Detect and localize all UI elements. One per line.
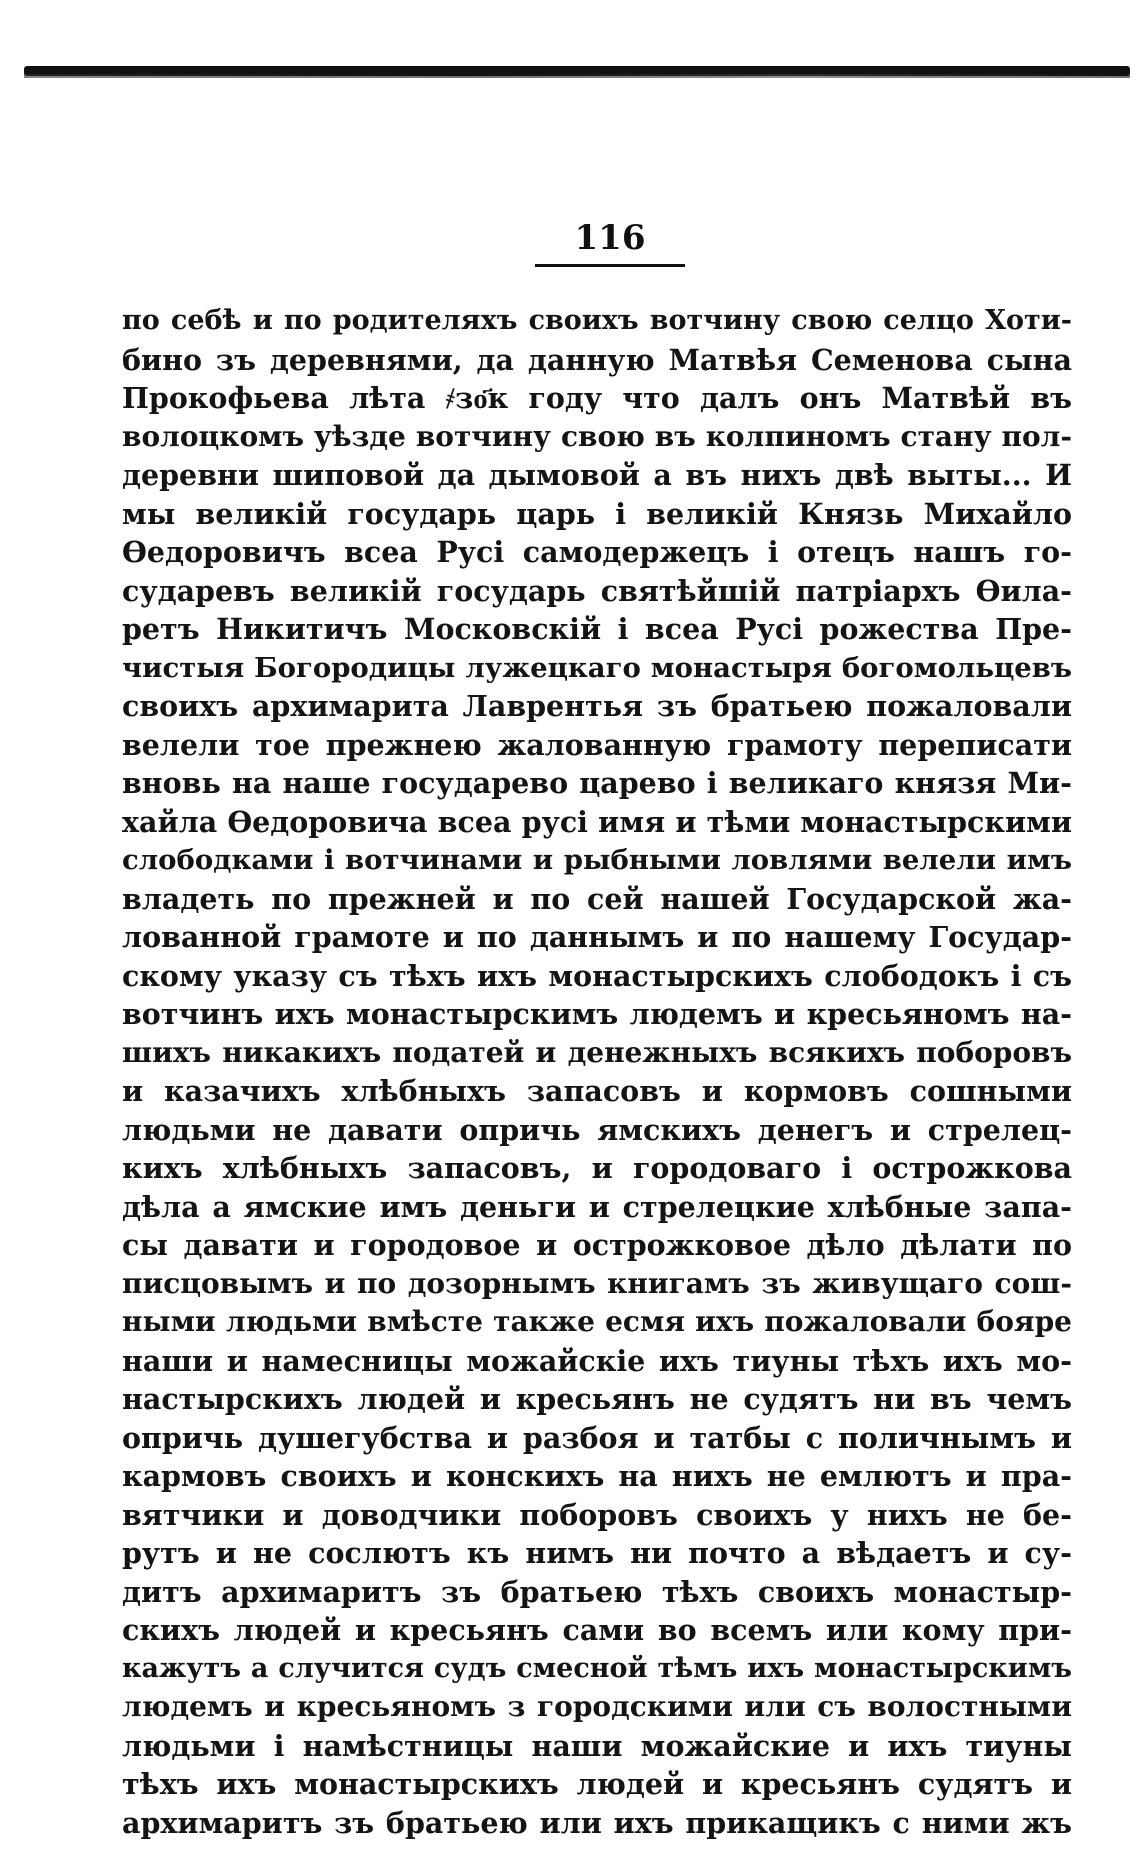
text-line: лованной грамоте и по даннымъ и по нашему Государ- xyxy=(122,920,1072,954)
text-line: наши и намесницы можайскіе ихъ тиуны тѣхъ ихъ мо- xyxy=(122,1343,1072,1378)
text-line: Прокофьева лѣта ҂зо҃к году что далъ онъ Матвѣй въ xyxy=(122,381,1072,415)
text-line: ными людьми вмѣсте также есмя ихъ пожаловали бояре xyxy=(122,1305,1072,1338)
top-rule-ink xyxy=(24,74,1130,78)
text-line: велели тое прежнею жалованную грамоту переписати xyxy=(122,727,1072,762)
text-line: кихъ хлѣбныхъ запасовъ, и городоваго і острожкова xyxy=(122,1151,1072,1185)
text-line: тѣхъ ихъ монастырскихъ людей и кресьянъ судятъ и xyxy=(122,1767,1072,1801)
text-line: шихъ никакихъ податей и денежныхъ всякихъ поборовъ xyxy=(122,1035,1072,1069)
text-line: людемъ и кресьяномъ з городскими или съ волостными xyxy=(122,1690,1072,1723)
text-line: рутъ и не сослютъ къ нимъ ни почто а вѣдаетъ и су- xyxy=(122,1536,1072,1570)
text-line: сударевъ великій государь святѣйшій патріархъ Ѳила- xyxy=(122,573,1072,608)
text-line: кармовъ своихъ и конскихъ на нихъ не емлютъ и пра- xyxy=(122,1459,1072,1493)
text-line: писцовымъ и по дозорнымъ книгамъ зъ живущаго сош- xyxy=(122,1266,1072,1300)
text-line: скихъ людей и кресьянъ сами во всемъ или кому при- xyxy=(122,1613,1072,1647)
text-line: вотчинъ ихъ монастырскимъ людемъ и кресьяномъ на- xyxy=(122,997,1072,1031)
text-line: вятчики и доводчики поборовъ своихъ у нихъ не бе- xyxy=(122,1497,1072,1532)
text-line: мы великій государь царь і великій Князь Михайло xyxy=(122,496,1072,531)
text-line: скому указу съ тѣхъ ихъ монастырскихъ слободокъ і съ xyxy=(122,958,1072,993)
text-line: людьми не давати опричь ямскихъ денегъ и стрелец- xyxy=(122,1112,1072,1147)
text-line: дѣла а ямские имъ деньги и стрелецкие хлѣбные запа- xyxy=(122,1189,1072,1224)
text-line: своихъ архимарита Лаврентья зъ братьею пожаловали xyxy=(122,689,1072,723)
text-line: сы давати и городовое и острожковое дѣло дѣлати по xyxy=(122,1228,1072,1262)
text-line: дитъ архимаритъ зъ братьею тѣхъ своихъ монастыр- xyxy=(122,1574,1072,1609)
text-line: и казачихъ хлѣбныхъ запасовъ и кормовъ сошными xyxy=(122,1074,1072,1108)
text-line: деревни шиповой да дымовой а въ нихъ двѣ выты... И xyxy=(122,458,1072,492)
text-line: по себѣ и по родителяхъ своихъ вотчину свою селцо Хоти- xyxy=(122,305,1072,336)
text-line: бино зъ деревнями, да данную Матвѣя Семенова сына xyxy=(122,342,1072,377)
text-line: опричь душегубства и разбоя и татбы с поличнымъ и xyxy=(122,1420,1072,1455)
text-line: владеть по прежней и по сей нашей Государской жа- xyxy=(122,881,1072,916)
text-line: хайла Ѳедоровича всеа русі имя и тѣми монастырскими xyxy=(122,804,1072,839)
page-number: 116 xyxy=(574,218,646,258)
text-line: Ѳедоровичъ всеа Русі самодержецъ і отецъ нашъ го- xyxy=(122,535,1072,569)
text-line: настырскихъ людей и кресьянъ не судятъ ни въ чемъ xyxy=(122,1382,1072,1416)
text-line: чистыя Богородицы лужецкаго монастыря богомольцевъ xyxy=(122,651,1072,684)
text-line: волоцкомъ уѣзде вотчину свою въ колпиномъ стану пол- xyxy=(122,419,1072,453)
body-text xyxy=(122,302,1072,1842)
text-line: кажутъ а случится судъ смесной тѣмъ ихъ монастырскимъ xyxy=(122,1652,1072,1684)
text-line: слободками і вотчинами и рыбными ловлями велели имъ xyxy=(122,844,1072,876)
text-line: ретъ Никитичъ Московскій і всеа Русі рожества Пре- xyxy=(122,612,1072,646)
page-number-underline xyxy=(535,264,685,267)
text-line: людьми і намѣстницы наши можайские и ихъ тиуны xyxy=(122,1728,1072,1763)
text-line: вновь на наше государево царево і великаго князя Ми- xyxy=(122,766,1072,800)
text-line: архимаритъ зъ братьею или ихъ прикащикъ с ними жъ xyxy=(122,1805,1072,1840)
